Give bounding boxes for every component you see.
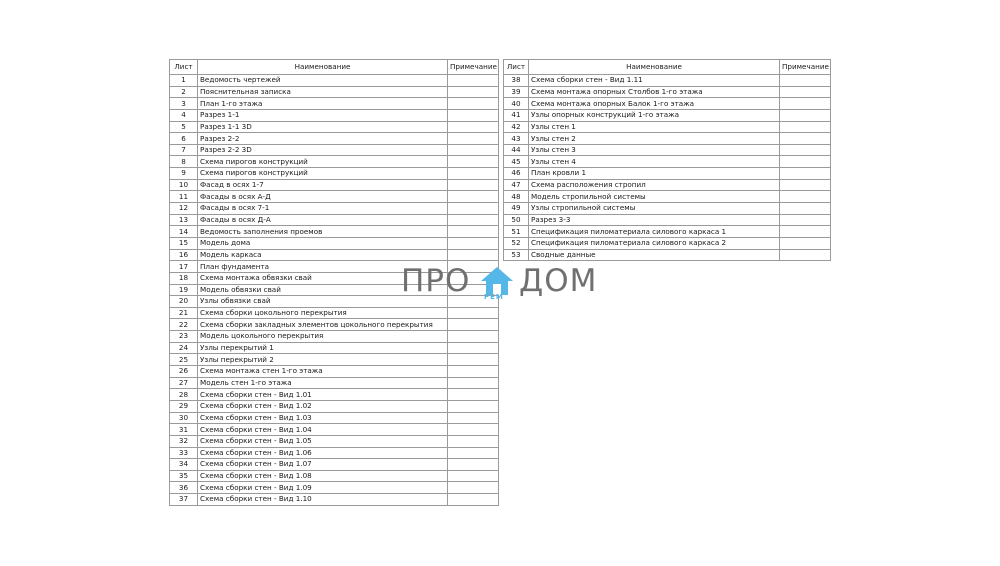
table-row (170, 133, 499, 145)
sheet-name: Схема сборки цокольного перекрытия (198, 307, 448, 319)
sheet-note (780, 86, 831, 98)
sheet-note (448, 435, 499, 447)
sheet-note (448, 156, 499, 168)
sheet-name: Модель цокольного перекрытия (198, 331, 448, 343)
sheet-number: 22 (170, 319, 198, 331)
sheet-number: 42 (504, 121, 529, 133)
sheet-number: 47 (504, 179, 529, 191)
sheet-name: Узлы обвязки свай (198, 296, 448, 308)
table-row (170, 366, 499, 378)
sheet-note (448, 203, 499, 215)
sheet-name: Разрез 1-1 3D (198, 121, 448, 133)
table-row (170, 482, 499, 494)
table-row (504, 75, 831, 87)
sheet-name: Схема сборки стен - Вид 1.08 (198, 470, 448, 482)
sheet-note (780, 168, 831, 180)
sheet-note (780, 237, 831, 249)
table-row (170, 109, 499, 121)
table-row (170, 459, 499, 471)
sheet-number: 40 (504, 98, 529, 110)
sheet-number: 41 (504, 109, 529, 121)
sheet-note (448, 214, 499, 226)
table-row (170, 203, 499, 215)
sheet-note (780, 109, 831, 121)
sheet-name: Узлы стропильной системы (529, 203, 780, 215)
sheet-number: 5 (170, 121, 198, 133)
sheet-number: 7 (170, 144, 198, 156)
header-note: Примечание (448, 60, 499, 75)
sheet-name: Разрез 1-1 (198, 109, 448, 121)
sheet-note (780, 191, 831, 203)
sheet-number: 9 (170, 168, 198, 180)
sheet-name: Модель стен 1-го этажа (198, 377, 448, 389)
table-header-row (170, 60, 499, 75)
logo-word-pro: ПРО (401, 263, 471, 299)
sheet-name: Схема сборки стен - Вид 1.01 (198, 389, 448, 401)
sheet-name: Схема сборки стен - Вид 1.09 (198, 482, 448, 494)
table-row (170, 226, 499, 238)
sheet-name: Схема сборки закладных элементов цокольного перекрытия (198, 319, 448, 331)
header-name: Наименование (529, 60, 780, 75)
table-row (504, 121, 831, 133)
sheet-note (780, 121, 831, 133)
table-row (170, 214, 499, 226)
sheet-name: Схема пирогов конструкций (198, 168, 448, 180)
logo (401, 263, 601, 307)
sheet-number: 30 (170, 412, 198, 424)
table-row (170, 424, 499, 436)
header-sheet: Лист (504, 60, 529, 75)
table-row (504, 144, 831, 156)
table-row (170, 179, 499, 191)
table-row (170, 237, 499, 249)
sheet-number: 34 (170, 459, 198, 471)
table-row (170, 435, 499, 447)
sheet-name: Модель дома (198, 237, 448, 249)
logo-sub: РЕМ (484, 293, 504, 301)
sheet-note (780, 75, 831, 87)
sheet-note (448, 389, 499, 401)
sheet-name: Схема сборки стен - Вид 1.06 (198, 447, 448, 459)
sheet-number: 48 (504, 191, 529, 203)
sheet-number: 16 (170, 249, 198, 261)
table-row (170, 307, 499, 319)
table-row (170, 86, 499, 98)
sheet-name: Сводные данные (529, 249, 780, 261)
sheet-name: Модель стропильной системы (529, 191, 780, 203)
sheet-note (448, 331, 499, 343)
sheet-number: 15 (170, 237, 198, 249)
sheet-number: 11 (170, 191, 198, 203)
sheet-name: Фасады в осях Д-А (198, 214, 448, 226)
sheet-name: Схема монтажа опорных Столбов 1-го этажа (529, 86, 780, 98)
logo-word-dom: ДОМ (519, 263, 598, 299)
table-row (504, 191, 831, 203)
sheet-number: 53 (504, 249, 529, 261)
sheet-note (448, 237, 499, 249)
sheet-name: Схема сборки стен - Вид 1.10 (198, 494, 448, 506)
sheet-number: 28 (170, 389, 198, 401)
sheet-number: 18 (170, 272, 198, 284)
sheet-number: 4 (170, 109, 198, 121)
table-row (504, 226, 831, 238)
sheet-name: Схема сборки стен - Вид 1.04 (198, 424, 448, 436)
sheet-note (448, 249, 499, 261)
sheet-number: 31 (170, 424, 198, 436)
sheet-note (448, 226, 499, 238)
table-row (170, 191, 499, 203)
header-name: Наименование (198, 60, 448, 75)
sheet-note (448, 354, 499, 366)
sheet-note (448, 400, 499, 412)
table-row (170, 144, 499, 156)
sheet-number: 20 (170, 296, 198, 308)
sheet-number: 39 (504, 86, 529, 98)
sheet-number: 52 (504, 237, 529, 249)
sheet-name: Узлы перекрытий 1 (198, 342, 448, 354)
sheet-note (448, 75, 499, 87)
sheet-number: 23 (170, 331, 198, 343)
sheet-name: Спецификация пиломатериала силового каркаса 2 (529, 237, 780, 249)
sheet-note (448, 459, 499, 471)
sheet-note (448, 168, 499, 180)
sheet-note (780, 98, 831, 110)
sheet-name: Ведомость заполнения проемов (198, 226, 448, 238)
table-row (170, 249, 499, 261)
table-row (504, 98, 831, 110)
sheet-note (448, 366, 499, 378)
sheet-number: 12 (170, 203, 198, 215)
sheet-name: Узлы стен 4 (529, 156, 780, 168)
sheet-number: 44 (504, 144, 529, 156)
sheet-number: 10 (170, 179, 198, 191)
sheet-number: 37 (170, 494, 198, 506)
sheet-note (780, 203, 831, 215)
sheet-name: Узлы стен 3 (529, 144, 780, 156)
sheet-number: 14 (170, 226, 198, 238)
sheet-number: 38 (504, 75, 529, 87)
sheet-note (448, 86, 499, 98)
table-row (170, 400, 499, 412)
sheet-name: Разрез 2-2 (198, 133, 448, 145)
sheet-name: Узлы опорных конструкций 1-го этажа (529, 109, 780, 121)
table-row (170, 121, 499, 133)
sheet-note (448, 342, 499, 354)
sheet-note (448, 482, 499, 494)
sheet-name: Схема пирогов конструкций (198, 156, 448, 168)
sheet-number: 2 (170, 86, 198, 98)
sheet-number: 35 (170, 470, 198, 482)
sheet-number: 3 (170, 98, 198, 110)
sheet-name: Узлы стен 2 (529, 133, 780, 145)
sheet-number: 17 (170, 261, 198, 273)
header-sheet: Лист (170, 60, 198, 75)
sheet-note (448, 470, 499, 482)
sheet-number: 46 (504, 168, 529, 180)
sheet-number: 43 (504, 133, 529, 145)
sheet-number: 24 (170, 342, 198, 354)
sheet-note (448, 494, 499, 506)
sheet-name: Схема сборки стен - Вид 1.07 (198, 459, 448, 471)
sheet-name: План 1-го этажа (198, 98, 448, 110)
table-row (170, 470, 499, 482)
sheet-name: Фасад в осях 1-7 (198, 179, 448, 191)
sheet-name: План кровли 1 (529, 168, 780, 180)
sheet-name: Пояснительная записка (198, 86, 448, 98)
sheet-note (780, 214, 831, 226)
sheet-note (448, 121, 499, 133)
sheet-number: 21 (170, 307, 198, 319)
sheet-note (448, 144, 499, 156)
table-row (170, 319, 499, 331)
sheet-number: 13 (170, 214, 198, 226)
header-note: Примечание (780, 60, 831, 75)
table-row (504, 109, 831, 121)
sheet-number: 25 (170, 354, 198, 366)
sheet-number: 32 (170, 435, 198, 447)
sheet-note (448, 424, 499, 436)
sheet-number: 1 (170, 75, 198, 87)
sheet-name: Схема сборки стен - Вид 1.03 (198, 412, 448, 424)
table-row (504, 86, 831, 98)
sheet-note (448, 98, 499, 110)
sheet-number: 19 (170, 284, 198, 296)
sheet-name: Спецификация пиломатериала силового каркаса 1 (529, 226, 780, 238)
sheet-number: 6 (170, 133, 198, 145)
sheet-note (448, 133, 499, 145)
sheet-name: Схема сборки стен - Вид 1.11 (529, 75, 780, 87)
sheet-name: Схема монтажа опорных Балок 1-го этажа (529, 98, 780, 110)
table-row (170, 494, 499, 506)
table-row (504, 133, 831, 145)
sheet-name: Схема монтажа стен 1-го этажа (198, 366, 448, 378)
table-row (504, 249, 831, 261)
sheet-number: 49 (504, 203, 529, 215)
table-row (504, 156, 831, 168)
drawing-list-table-right (503, 59, 831, 261)
sheet-number: 26 (170, 366, 198, 378)
sheet-name: Узлы стен 1 (529, 121, 780, 133)
sheet-name: Схема сборки стен - Вид 1.05 (198, 435, 448, 447)
table-row (170, 447, 499, 459)
sheet-name: Фасады в осях А-Д (198, 191, 448, 203)
table-header-row (504, 60, 831, 75)
sheet-number: 8 (170, 156, 198, 168)
table-row (170, 156, 499, 168)
table-row (504, 179, 831, 191)
sheet-note (780, 156, 831, 168)
table-row (170, 168, 499, 180)
sheet-name: Разрез 3-3 (529, 214, 780, 226)
sheet-number: 27 (170, 377, 198, 389)
sheet-name: Модель каркаса (198, 249, 448, 261)
sheet-name: Фасады в осях 7-1 (198, 203, 448, 215)
sheet-note (780, 226, 831, 238)
sheet-note (780, 133, 831, 145)
table-row (170, 354, 499, 366)
table-row (170, 389, 499, 401)
sheet-note (448, 179, 499, 191)
sheet-note (448, 319, 499, 331)
sheet-name: Разрез 2-2 3D (198, 144, 448, 156)
sheet-name: Модель обвязки свай (198, 284, 448, 296)
sheet-name: План фундамента (198, 261, 448, 273)
sheet-note (448, 412, 499, 424)
sheet-note (448, 377, 499, 389)
table-row (170, 342, 499, 354)
sheet-name: Узлы перекрытий 2 (198, 354, 448, 366)
sheet-note (780, 144, 831, 156)
table-row (170, 377, 499, 389)
sheet-number: 45 (504, 156, 529, 168)
table-row (170, 331, 499, 343)
sheet-note (448, 109, 499, 121)
sheet-number: 29 (170, 400, 198, 412)
table-row (170, 412, 499, 424)
table-row (504, 237, 831, 249)
sheet-name: Схема монтажа обвязки свай (198, 272, 448, 284)
sheet-note (780, 249, 831, 261)
sheet-number: 51 (504, 226, 529, 238)
table-row (504, 203, 831, 215)
sheet-name: Схема сборки стен - Вид 1.02 (198, 400, 448, 412)
sheet-note (448, 447, 499, 459)
sheet-name: Схема расположения стропил (529, 179, 780, 191)
sheet-note (780, 179, 831, 191)
table-row (170, 98, 499, 110)
sheet-note (448, 307, 499, 319)
sheet-name: Ведомость чертежей (198, 75, 448, 87)
sheet-number: 33 (170, 447, 198, 459)
table-row (504, 214, 831, 226)
table-row (504, 168, 831, 180)
sheet-number: 36 (170, 482, 198, 494)
table-row (170, 75, 499, 87)
sheet-number: 50 (504, 214, 529, 226)
sheet-note (448, 191, 499, 203)
